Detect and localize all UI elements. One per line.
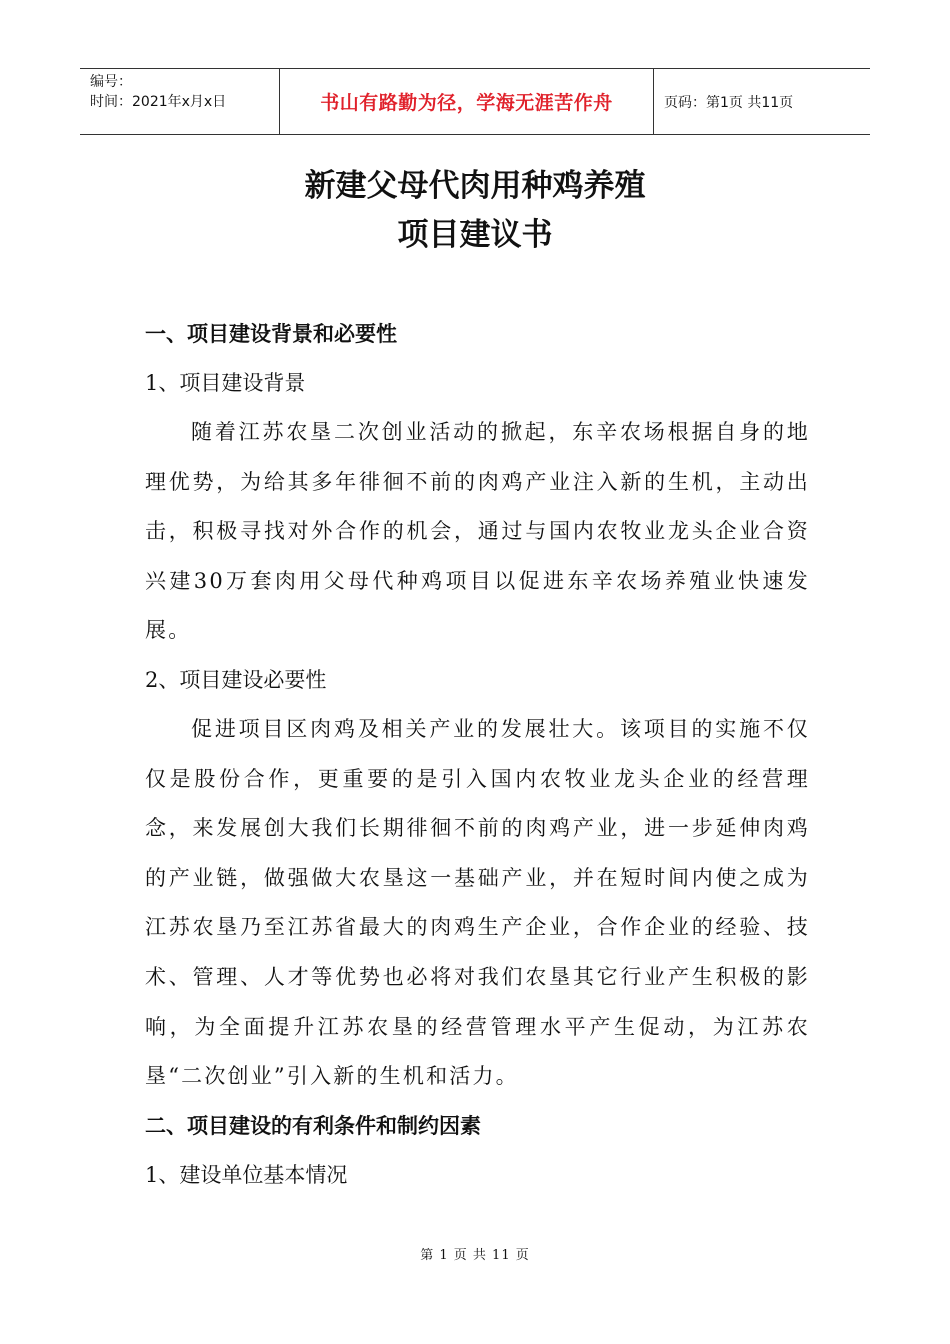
document-body <box>145 310 810 1200</box>
subsection-heading-1-1: 1、项目建设背景 <box>145 371 306 395</box>
page-header <box>80 68 870 135</box>
subsection-heading-2-1: 1、建设单位基本情况 <box>145 1162 348 1187</box>
section-heading-1: 一、项目建设背景和必要性 <box>145 322 397 346</box>
subsection-heading-1-2: 2、项目建设必要性 <box>145 667 327 692</box>
page-footer: 第 1 页 共 11 页 <box>420 1248 530 1263</box>
paragraph-background: 随着江苏农垦二次创业活动的掀起，东辛农场根据自身的地理优势，为给其多年徘徊不前的肉鸡产业注入新的生机，主动出击，积极寻找对外合作的机会，通过与国内农牧业龙头企业合资兴建30万套肉用父母代种鸡项目以促进东辛农场养殖业快速发展。 <box>145 420 810 643</box>
paragraph-necessity: 促进项目区肉鸡及相关产业的发展壮大。该项目的实施不仅仅是股份合作，更重要的是引入国内农牧业龙头企业的经营理念，来发展创大我们长期徘徊不前的肉鸡产业，进一步延伸肉鸡的产业链，做强做大农垦这一基础产业，并在短时间内使之成为江苏农垦乃至江苏省最大的肉鸡生产企业，合作企业的经验、技术、管理、人才等优势也必将对我们农垦其它行业产生积极的影响，为全面提升江苏农垦的经营管理水平产生促动，为江苏农垦“二次创业”引入新的生机和活力。 <box>145 716 810 1089</box>
section-heading-2: 二、项目建设的有利条件和制约因素 <box>145 1113 481 1138</box>
header-motto: 书山有路勤为径，学海无涯苦作舟 <box>280 69 654 134</box>
document-time-label: 时间：2021年x月x日 <box>90 94 227 110</box>
document-number-label: 编号： <box>90 74 132 90</box>
document-title-line1: 新建父母代肉用种鸡养殖 <box>304 168 646 204</box>
header-meta <box>80 69 280 134</box>
document-title-line2: 项目建议书 <box>397 217 553 253</box>
header-page-info: 页码：第1页 共11页 <box>664 94 794 111</box>
